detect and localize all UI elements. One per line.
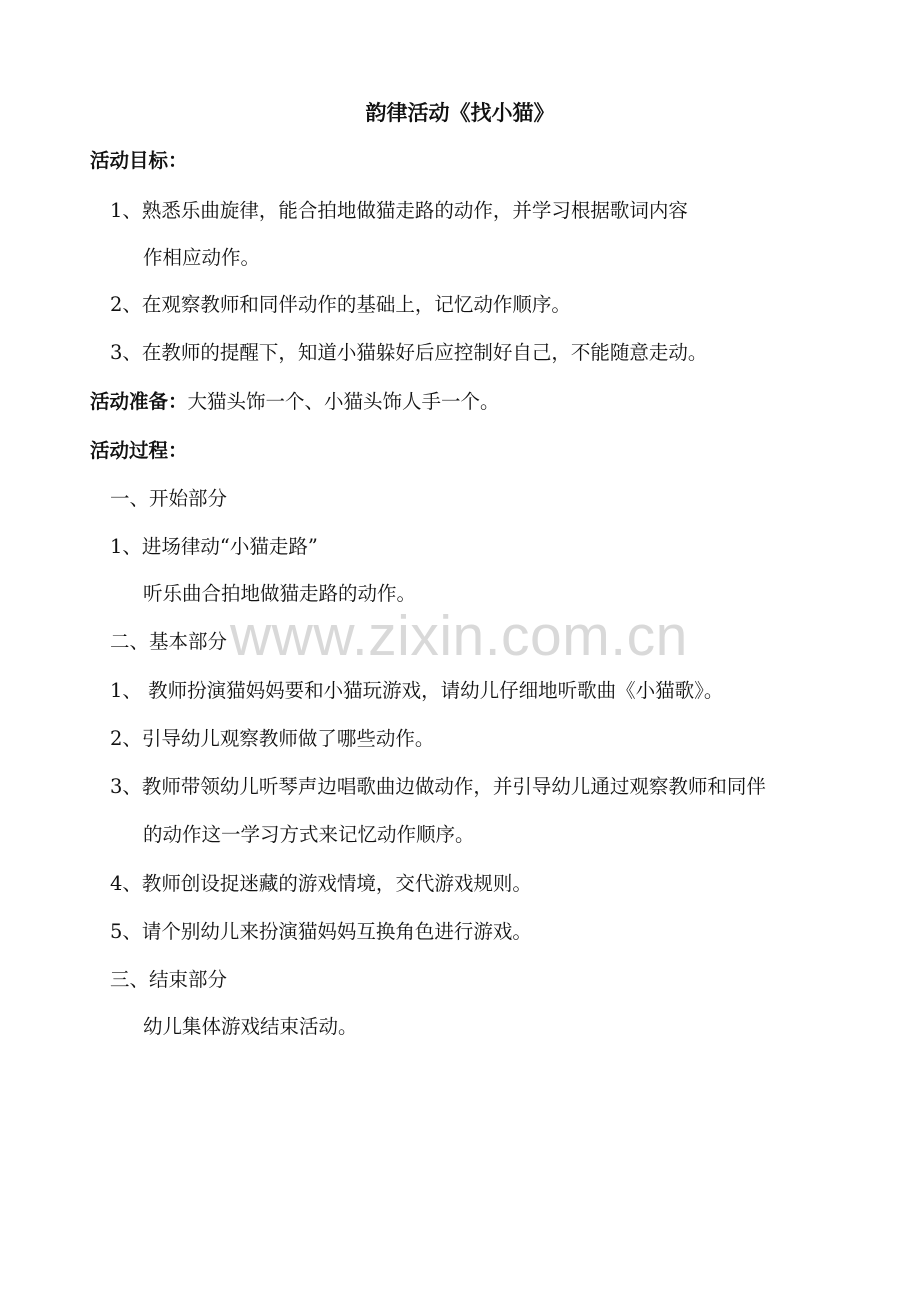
part3-title: 三、结束部分 — [110, 968, 228, 991]
watermark: www.zixin.com.cn — [230, 604, 688, 668]
document-title: 韵律活动《找小猫》 — [365, 101, 555, 125]
goal-item-3: 3、在教师的提醒下，知道小猫躲好后应控制好自己，不能随意走动。 — [110, 341, 708, 364]
goal-item-1: 1、熟悉乐曲旋律，能合拍地做猫走路的动作，并学习根据歌词内容 — [110, 199, 688, 222]
prep-label: 活动准备： — [90, 390, 188, 413]
prep-line — [90, 389, 500, 415]
part2-item-2: 2、引导幼儿观察教师做了哪些动作。 — [110, 727, 435, 750]
part2-item-4: 4、教师创设捉迷藏的游戏情境，交代游戏规则。 — [110, 872, 532, 895]
part2-title: 二、基本部分 — [110, 630, 228, 653]
part2-item-3-continued: 的动作这一学习方式来记忆动作顺序。 — [143, 823, 475, 846]
part2-item-3: 3、教师带领幼儿听琴声边唱歌曲边做动作，并引导幼儿通过观察教师和同伴 — [110, 775, 766, 798]
goal-item-2: 2、在观察教师和同伴动作的基础上，记忆动作顺序。 — [110, 293, 571, 316]
goals-heading: 活动目标： — [90, 149, 188, 172]
part1-title: 一、开始部分 — [110, 487, 228, 510]
goal-item-1-continued: 作相应动作。 — [143, 246, 261, 269]
process-heading: 活动过程： — [90, 439, 188, 462]
part3-detail: 幼儿集体游戏结束活动。 — [143, 1015, 358, 1038]
part2-item-5: 5、请个别幼儿来扮演猫妈妈互换角色进行游戏。 — [110, 920, 532, 943]
part1-item-1-detail: 听乐曲合拍地做猫走路的动作。 — [143, 582, 417, 605]
part1-item-1: 1、进场律动“小猫走路” — [110, 535, 318, 558]
part2-item-1: 1、 教师扮演猫妈妈要和小猫玩游戏，请幼儿仔细地听歌曲《小猫歌》。 — [110, 679, 724, 702]
prep-text: 大猫头饰一个、小猫头饰人手一个。 — [187, 390, 500, 413]
